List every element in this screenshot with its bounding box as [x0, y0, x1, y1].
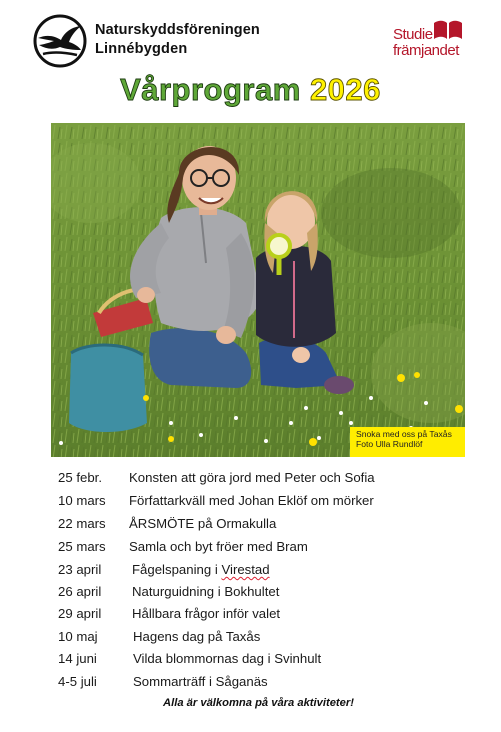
event-title: Författarkväll med Johan Eklöf om mörker — [129, 493, 374, 508]
event-date: 22 mars — [58, 516, 106, 531]
meadow-photo-illustration — [51, 123, 465, 457]
event-date: 4-5 juli — [58, 674, 97, 689]
event-title: Hagens dag på Taxås — [133, 629, 261, 644]
event-date: 10 maj — [58, 629, 98, 644]
event-title: Naturguidning i Bokhultet — [132, 584, 280, 599]
event-date: 26 april — [58, 584, 102, 599]
book-icon — [433, 20, 463, 40]
event-title: Samla och byt fröer med Bram — [129, 539, 308, 554]
naturskyddsforeningen-logo — [33, 14, 273, 70]
event-date: 10 mars — [58, 493, 106, 508]
event-title — [132, 562, 270, 577]
caption-line2: Foto Ulla Rundlöf — [356, 439, 423, 449]
photo-caption — [350, 427, 465, 457]
event-title: Hållbara frågor inför valet — [132, 606, 281, 621]
event-date: 29 april — [58, 606, 102, 621]
partner-name-line1: Studie — [393, 26, 433, 43]
event-date: 25 mars — [58, 539, 106, 554]
studiefrämjandet-logo — [393, 20, 465, 62]
event-date: 23 april — [58, 562, 102, 577]
event-title: Vilda blommornas dag i Svinhult — [133, 651, 322, 666]
event-date: 14 juni — [58, 651, 97, 666]
bird-logo-icon — [33, 14, 87, 68]
event-title: ÅRSMÖTE på Ormakulla — [129, 516, 277, 531]
event-title: Sommarträff i Såganäs — [133, 674, 268, 689]
spellcheck-underlined-word: Virestad — [221, 562, 270, 577]
title-text: Vårprogram — [120, 72, 301, 107]
caption-line1: Snoka med oss på Taxås — [356, 429, 452, 439]
event-date: 25 febr. — [58, 470, 102, 485]
page-title — [0, 72, 501, 108]
partner-name-line2: främjandet — [393, 42, 459, 59]
org-subtitle: Linnébygden — [95, 41, 188, 57]
welcome-footer: Alla är välkomna på våra aktiviteter! — [163, 697, 354, 709]
org-name: Naturskyddsföreningen — [95, 22, 260, 38]
event-title: Konsten att göra jord med Peter och Sofia — [129, 470, 375, 485]
event-title-text: Fågelspaning i — [132, 562, 222, 577]
title-year: 2026 — [309, 72, 381, 107]
photo-woman-and-child-in-meadow — [51, 123, 465, 457]
